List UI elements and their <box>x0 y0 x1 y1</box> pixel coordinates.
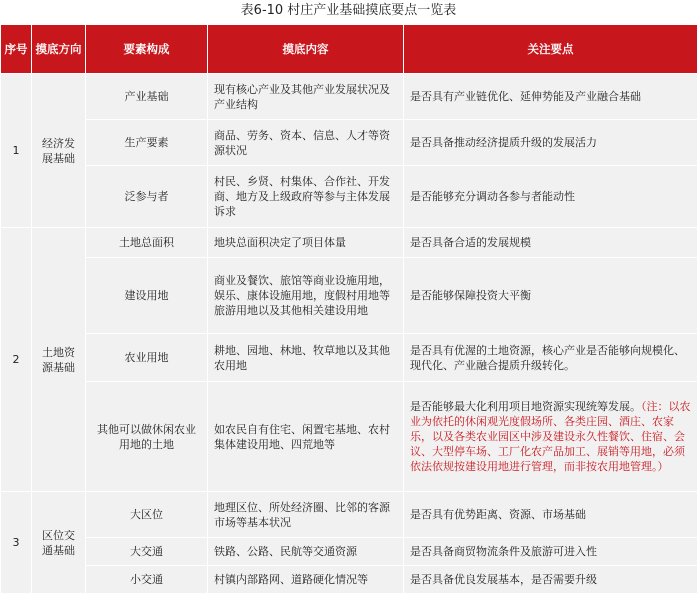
element-cell: 小交通 <box>86 566 208 594</box>
table-title: 表6-10 村庄产业基础摸底要点一览表 <box>240 3 457 18</box>
content-cell: 地理区位、所处经济圈、比邻的客源市场等基本状况 <box>208 492 404 538</box>
element-cell: 农业用地 <box>86 334 208 382</box>
header-row <box>1 25 697 74</box>
content-cell: 村镇内部路网、道路硬化情况等 <box>208 566 404 594</box>
content-cell: 如农民自有住宅、闲置宅基地、农村集体建设用地、四荒地等 <box>208 382 404 492</box>
table-row <box>1 166 697 228</box>
group-number: 2 <box>1 228 32 492</box>
focus-note: （注：以农业为依托的休闲观光度假场所、各类庄园、酒庄、农家乐，以及各类农业园区中涉及建设永久性餐饮、住宿、会议、大型停车场、工厂化农产品加工、展销等用地，必须依法依规按建设用地进行管理，而非按农用地管理。） <box>410 400 691 473</box>
focus-cell: 是否具备合适的发展规模 <box>404 228 697 258</box>
table-row <box>1 228 697 258</box>
focus-cell: 是否具有优渥的土地资源，核心产业是否能够向规模化、现代化、产业融合提质升级转化。 <box>404 334 697 382</box>
survey-table <box>0 24 697 594</box>
content-cell: 铁路、公路、民航等交通资源 <box>208 538 404 566</box>
focus-cell: 是否具有优势距离、资源、市场基础 <box>404 492 697 538</box>
content-cell: 现有核心产业及其他产业发展状况及产业结构 <box>208 74 404 120</box>
element-cell: 大交通 <box>86 538 208 566</box>
element-cell: 土地总面积 <box>86 228 208 258</box>
group-direction: 土地资源基础 <box>32 228 86 492</box>
group-direction: 区位交通基础 <box>32 492 86 594</box>
table-row <box>1 492 697 538</box>
element-cell: 产业基础 <box>86 74 208 120</box>
focus-text: 是否能够最大化利用项目地资源实现统筹发展。 <box>410 400 641 413</box>
focus-cell: 是否具备优良发展基本，是否需要升级 <box>404 566 697 594</box>
content-cell: 地块总面积决定了项目体量 <box>208 228 404 258</box>
focus-cell: 是否具有产业链优化、延伸势能及产业融合基础 <box>404 74 697 120</box>
table-row <box>1 334 697 382</box>
table-row <box>1 538 697 566</box>
table-row <box>1 74 697 120</box>
table-row <box>1 258 697 334</box>
element-cell: 大区位 <box>86 492 208 538</box>
focus-cell: 是否具备商贸物流条件及旅游可进入性 <box>404 538 697 566</box>
focus-cell: 是否能够保障投资大平衡 <box>404 258 697 334</box>
content-cell: 村民、乡贤、村集体、合作社、开发商、地方及上级政府等参与主体发展诉求 <box>208 166 404 228</box>
element-cell: 其他可以做休闲农业用地的土地 <box>86 382 208 492</box>
element-cell: 泛参与者 <box>86 166 208 228</box>
group-number: 3 <box>1 492 32 594</box>
content-cell: 商业及餐饮、旅馆等商业设施用地，娱乐、康体设施用地，度假村用地等旅游用地以及其他相关建设用地 <box>208 258 404 334</box>
group-number: 1 <box>1 74 32 228</box>
table-row <box>1 566 697 594</box>
header-no: 序号 <box>1 25 32 74</box>
header-element: 要素构成 <box>86 25 208 74</box>
element-cell: 建设用地 <box>86 258 208 334</box>
header-direction: 摸底方向 <box>32 25 86 74</box>
table-row <box>1 382 697 492</box>
content-cell: 商品、劳务、资本、信息、人才等资源状况 <box>208 120 404 166</box>
group-direction: 经济发展基础 <box>32 74 86 228</box>
header-focus: 关注要点 <box>404 25 697 74</box>
focus-cell: 是否具备推动经济提质升级的发展活力 <box>404 120 697 166</box>
content-cell: 耕地、园地、林地、牧草地以及其他农用地 <box>208 334 404 382</box>
table-row <box>1 120 697 166</box>
focus-cell <box>404 382 697 492</box>
header-content: 摸底内容 <box>208 25 404 74</box>
element-cell: 生产要素 <box>86 120 208 166</box>
focus-cell: 是否能够充分调动各参与者能动性 <box>404 166 697 228</box>
